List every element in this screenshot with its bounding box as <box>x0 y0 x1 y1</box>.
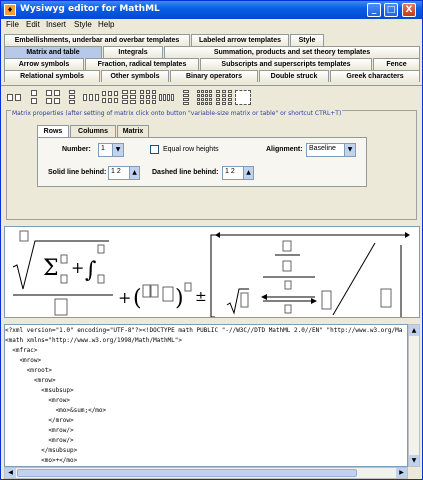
source-line: <mo>&sum;</mo> <box>5 407 107 414</box>
number-label: Number: <box>62 146 91 153</box>
placeholder-box[interactable] <box>285 281 291 289</box>
spinner-arrows-icon[interactable]: ▲ <box>243 167 253 179</box>
tab-row-1 <box>1 34 422 46</box>
horizontal-scroll-thumb[interactable] <box>17 469 357 477</box>
placeholder-box[interactable] <box>98 275 104 283</box>
matrix-1x2-icon[interactable] <box>6 90 22 105</box>
tab-other-symbols[interactable]: Other symbols <box>101 70 169 82</box>
dashed-line-label: Dashed line behind: <box>152 169 219 176</box>
tab-summation[interactable]: Summation, products and set theory templates <box>164 46 420 58</box>
matrix-3x2-icon[interactable] <box>121 90 137 105</box>
scroll-up-icon[interactable]: ▲ <box>409 325 419 336</box>
placeholder-box[interactable] <box>55 299 67 315</box>
equal-row-heights-checkbox[interactable] <box>150 145 159 154</box>
source-line: <mrow> <box>5 377 56 384</box>
placeholder-box[interactable] <box>283 261 291 271</box>
placeholder-box[interactable] <box>283 241 291 251</box>
placeholder-box[interactable] <box>20 231 28 241</box>
tab-subscripts[interactable]: Subscripts and superscripts templates <box>200 58 372 70</box>
subtab-columns[interactable]: Columns <box>70 125 116 137</box>
arrow-head-icon <box>405 232 410 238</box>
tab-greek[interactable]: Greek characters <box>330 70 420 82</box>
dashed-line-value: 1 2 <box>225 168 235 175</box>
tab-embellishments[interactable]: Embellishments, underbar and overbar templates <box>4 34 190 46</box>
close-paren: ) <box>175 286 184 311</box>
placeholder-box[interactable] <box>381 289 391 307</box>
matrix-3x1-icon[interactable] <box>64 90 80 105</box>
tab-row-3 <box>1 58 422 70</box>
title-bar[interactable] <box>1 1 422 19</box>
tab-binary-operators[interactable]: Binary operators <box>170 70 258 82</box>
tab-double-struck[interactable]: Double struck <box>259 70 329 82</box>
open-paren: ( <box>133 286 142 311</box>
tab-row-2 <box>1 46 422 58</box>
arrow-head-icon <box>311 298 317 304</box>
plus-minus-symbol: ± <box>195 289 207 305</box>
integral-symbol: ∫ <box>85 258 97 283</box>
matrix-properties-panel <box>6 110 417 220</box>
tab-fraction-radical[interactable]: Fraction, radical templates <box>85 58 199 70</box>
placeholder-box[interactable] <box>285 305 291 313</box>
left-bracket <box>211 235 215 317</box>
slash-line <box>333 243 375 315</box>
chevron-down-icon[interactable]: ▼ <box>344 144 355 156</box>
number-select[interactable] <box>98 143 124 157</box>
source-line: <mrow/> <box>5 427 74 434</box>
window-title: Wysiwyg editor for MathML <box>20 4 160 14</box>
tab-relational[interactable]: Relational symbols <box>4 70 100 82</box>
source-line: <mroot> <box>5 367 52 374</box>
plus-symbol-2: + <box>118 288 132 307</box>
source-line: <msubsup> <box>5 387 74 394</box>
menu-file[interactable]: File <box>6 20 19 29</box>
dashed-line-spinner[interactable] <box>222 166 254 180</box>
matrix-1x3-icon[interactable] <box>83 90 99 105</box>
matrix-3x3-icon[interactable] <box>140 90 156 105</box>
tab-labeled-arrow[interactable]: Labeled arrow templates <box>191 34 289 46</box>
solid-line-value: 1 2 <box>111 168 121 175</box>
tab-fence[interactable]: Fence <box>373 58 420 70</box>
matrix-variable-icon[interactable] <box>235 90 251 105</box>
source-line: <mrow/> <box>5 437 74 444</box>
placeholder-box[interactable] <box>61 275 67 283</box>
close-button[interactable]: X <box>402 3 416 17</box>
scroll-left-icon[interactable]: ◀ <box>5 468 16 478</box>
menu-help[interactable]: Help <box>98 20 115 29</box>
scroll-right-icon[interactable]: ▶ <box>396 468 407 478</box>
source-line: <math xmlns="http://www.w3.org/1998/Math/MathML"> <box>5 337 183 344</box>
rows-settings <box>37 137 367 187</box>
alignment-value: Baseline <box>309 145 336 152</box>
tab-row-4 <box>1 70 422 82</box>
solid-line-spinner[interactable] <box>108 166 140 180</box>
placeholder-box[interactable] <box>241 293 248 307</box>
spinner-arrows-icon[interactable]: ▲ <box>129 167 139 179</box>
menu-bar <box>1 19 422 32</box>
source-line: </msubsup> <box>5 447 78 454</box>
source-line: <mo>+</mo> <box>5 457 78 464</box>
formula-canvas <box>5 227 420 318</box>
tab-arrow-symbols[interactable]: Arrow symbols <box>4 58 84 70</box>
chevron-down-icon[interactable]: ▼ <box>112 144 123 156</box>
solid-line-label: Solid line behind: <box>48 169 107 176</box>
matrix-4x1-icon[interactable] <box>178 90 194 105</box>
sum-symbol: Σ <box>43 256 59 281</box>
number-value: 1 <box>101 145 105 152</box>
horizontal-scrollbar[interactable] <box>4 467 408 479</box>
mathml-source-view[interactable] <box>4 324 408 467</box>
minimize-button[interactable]: _ <box>367 3 381 17</box>
vertical-scrollbar[interactable] <box>408 324 420 467</box>
scroll-down-icon[interactable]: ▼ <box>409 455 419 466</box>
matrix-2x3-icon[interactable] <box>102 90 118 105</box>
matrix-4x4-icon[interactable] <box>197 90 213 105</box>
placeholder-box[interactable] <box>185 283 191 291</box>
placeholder-box[interactable] <box>98 245 104 253</box>
menu-insert[interactable]: Insert <box>46 20 67 29</box>
source-line: </mrow> <box>5 417 74 424</box>
matrix-toolbar <box>1 85 422 107</box>
source-line: <?xml version="1.0" encoding="UTF-8"?><!DOCTYPE math PUBLIC "-//W3C//DTD MathML 2.0//EN" "http://www.w3.org/Ma <box>5 327 403 334</box>
matrix-1x4-icon[interactable] <box>159 90 175 105</box>
subtab-rows[interactable]: Rows <box>37 125 69 138</box>
tab-integrals[interactable]: Integrals <box>103 46 163 58</box>
app-icon: ♦ <box>4 4 16 16</box>
arrow-head-icon <box>261 294 267 300</box>
source-line: <mfrac> <box>5 347 38 354</box>
menu-style[interactable]: Style <box>74 20 92 29</box>
subtab-matrix[interactable]: Matrix <box>117 125 149 137</box>
arrow-head-icon <box>215 232 220 238</box>
source-line: <mrow> <box>5 357 42 364</box>
maximize-button[interactable]: □ <box>384 3 398 17</box>
matrix-2x2-icon[interactable] <box>45 90 61 105</box>
placeholder-box[interactable] <box>61 255 67 263</box>
placeholder-box[interactable] <box>322 291 331 309</box>
matrix-4x3-icon[interactable] <box>216 90 232 105</box>
formula-editor[interactable] <box>4 226 420 318</box>
alignment-select[interactable] <box>306 143 356 157</box>
matrix-properties-hint: Matrix properties (after setting of matrix click onto button "variable-size matrix or table" or shortcut CTRL+T) <box>12 110 342 117</box>
tab-matrix-and-table[interactable]: Matrix and table <box>4 46 102 58</box>
equal-row-heights-label: Equal row heights <box>163 146 219 153</box>
alignment-label: Alignment: <box>266 146 303 153</box>
placeholder-box[interactable] <box>151 285 158 297</box>
menu-edit[interactable]: Edit <box>26 20 40 29</box>
placeholder-box[interactable] <box>143 285 150 297</box>
matrix-2x1-icon[interactable] <box>26 90 42 105</box>
placeholder-box[interactable] <box>163 287 173 301</box>
tab-style[interactable]: Style <box>290 34 324 46</box>
plus-symbol: + <box>71 258 85 277</box>
source-line: <mrow> <box>5 397 71 404</box>
